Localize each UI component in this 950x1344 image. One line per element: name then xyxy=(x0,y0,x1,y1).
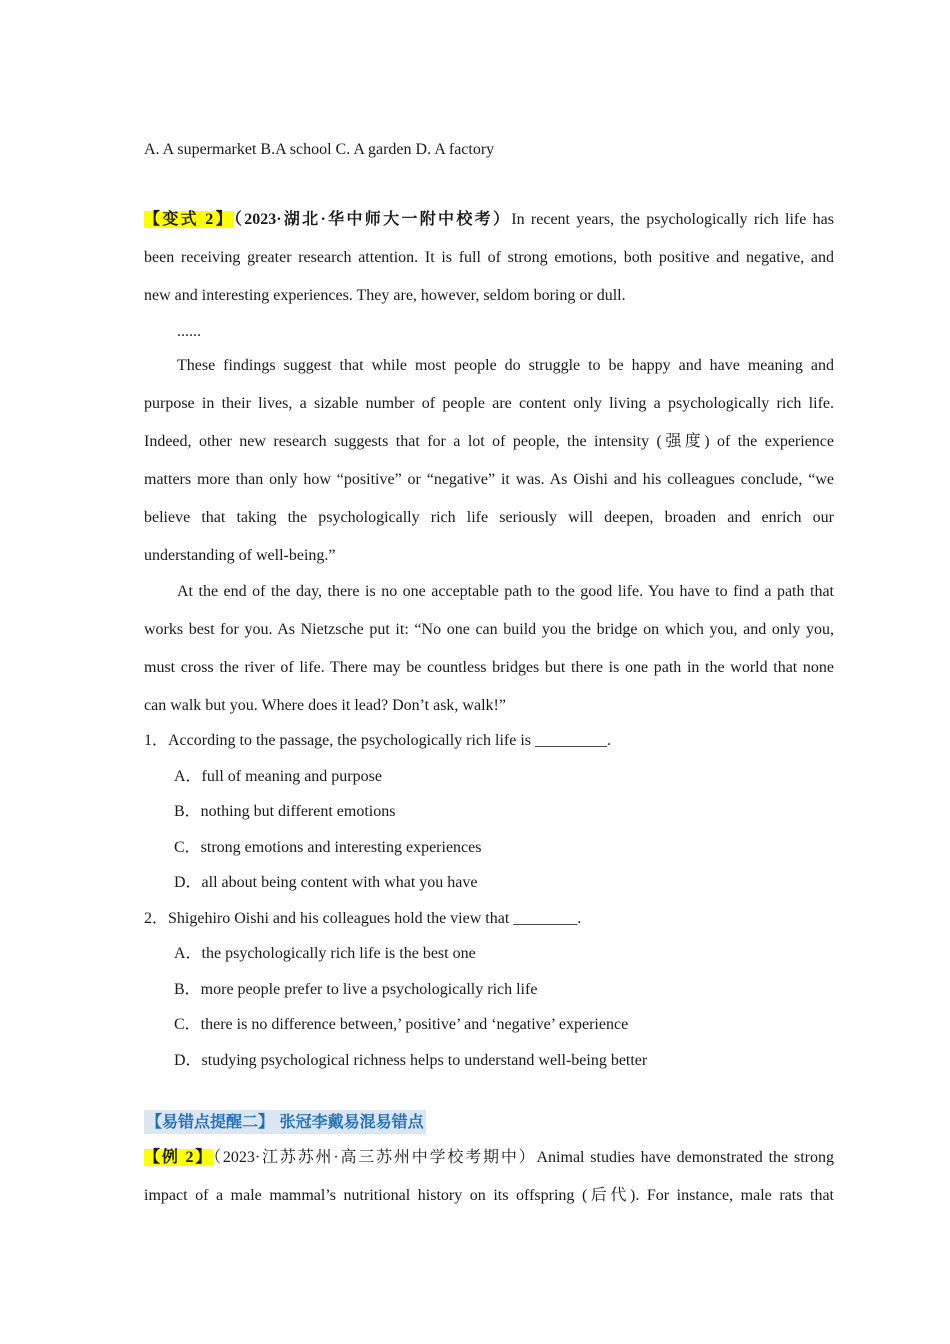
variant2-p1-line2: been receiving greater research attention. It is full of strong emotions, both positive and negative, and xyxy=(144,249,834,266)
ellipsis: ...... xyxy=(177,323,201,340)
variant2-p1-line1: In recent years, the psychologically rich life has xyxy=(511,211,834,228)
question1-stem: 1．According to the passage, the psychologically rich life is _________. xyxy=(144,732,612,749)
variant2-p3-line2: works best for you. As Nietzsche put it: “No one can build you the bridge on which you, and only you, xyxy=(144,621,834,638)
example2-line2: impact of a male mammal’s nutritional history on its offspring (后代). For instance, male rats that xyxy=(144,1187,834,1204)
example2-tag: 【例 2】 xyxy=(144,1149,214,1166)
question2-stem: 2．Shigehiro Oishi and his colleagues hold the view that ________. xyxy=(144,910,582,927)
example2-line1: Animal studies have demonstrated the strong xyxy=(536,1149,834,1166)
question2-option-b: B．more people prefer to live a psychologically rich life xyxy=(174,981,538,998)
variant2-p3-line1: At the end of the day, there is no one acceptable path to the good life. You have to find a path that xyxy=(177,583,834,600)
question2-option-a: A．the psychologically rich life is the best one xyxy=(174,945,476,962)
question2-option-c: C．there is no difference between,’ positive’ and ‘negative’ experience xyxy=(174,1016,629,1033)
question1-option-b: B．nothing but different emotions xyxy=(174,803,396,820)
variant2-p2-line5: believe that taking the psychologically rich life seriously will deepen, broaden and enrich our xyxy=(144,509,834,526)
question2-option-d: D．studying psychological richness helps to understand well-being better xyxy=(174,1052,648,1069)
variant2-p3-line3: must cross the river of life. There may be countless bridges but there is one path in the world that none xyxy=(144,659,834,676)
variant2-heading-line xyxy=(144,210,834,230)
variant2-source: （2023·湖北·华中师大一附中校考） xyxy=(233,211,512,228)
question1-option-a: A．full of meaning and purpose xyxy=(174,768,382,785)
example2-source: （2023·江苏苏州·高三苏州中学校考期中） xyxy=(213,1149,537,1166)
variant2-p2-line6: understanding of well-being.” xyxy=(144,547,336,564)
previous-question-options: A. A supermarket B.A school C. A garden D. A factory xyxy=(144,141,495,158)
variant2-p2-line3: Indeed, other new research suggests that for a lot of people, the intensity (强度) of the experience xyxy=(144,433,834,450)
variant2-p2-line4: matters more than only how “positive” or “negative” it was. As Oishi and his colleagues conclude, “we xyxy=(144,471,834,488)
section-heading-error-point-2: 【易错点提醒二】 张冠李戴易混易错点 xyxy=(144,1110,426,1134)
variant2-p2-line1: These findings suggest that while most people do struggle to be happy and have meaning and xyxy=(177,357,834,374)
variant2-p3-line4: can walk but you. Where does it lead? Don’t ask, walk!” xyxy=(144,697,506,714)
variant2-p2-line2: purpose in their lives, a sizable number of people are content only living a psychologically rich life. xyxy=(144,395,834,412)
question1-option-d: D．all about being content with what you have xyxy=(174,874,478,891)
example2-heading-line xyxy=(144,1148,834,1168)
variant2-p1-line3: new and interesting experiences. They are, however, seldom boring or dull. xyxy=(144,287,626,304)
question1-option-c: C．strong emotions and interesting experiences xyxy=(174,839,482,856)
variant2-tag: 【变式 2】 xyxy=(144,211,234,228)
